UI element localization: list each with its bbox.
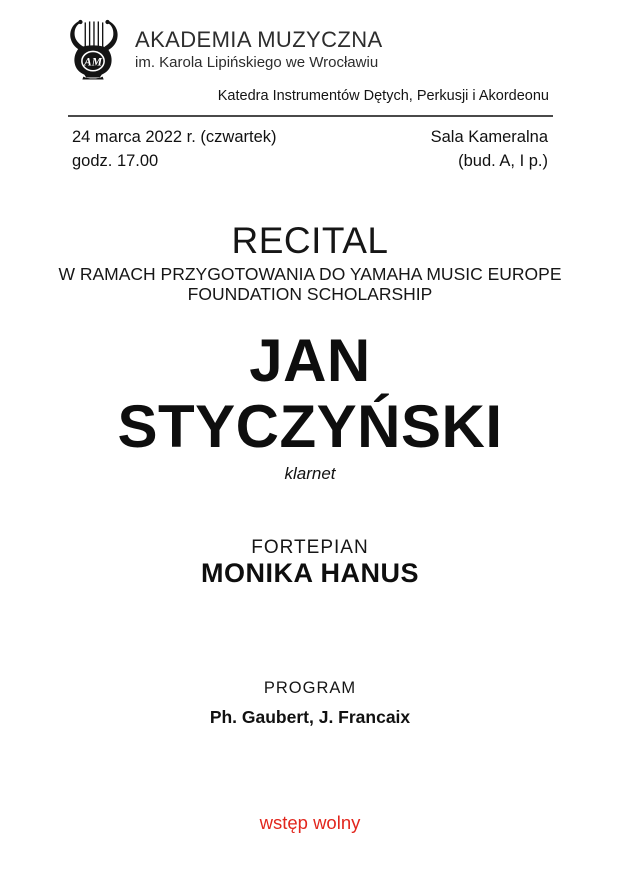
performer-name (0, 328, 620, 460)
header (64, 17, 383, 82)
recital-subtitle-line1: W RAMACH PRZYGOTOWANIA DO YAMAHA MUSIC EUROPE (58, 264, 562, 284)
program-composers: Ph. Gaubert, J. Francaix (209, 707, 411, 727)
performer-instrument: klarnet (284, 464, 336, 483)
event-date: 24 marca 2022 r. (czwartek) (72, 128, 277, 146)
accompanist-role: FORTEPIAN (251, 537, 369, 558)
venue-detail: (bud. A, I p.) (458, 151, 548, 170)
accompanist-name: MONIKA HANUS (201, 558, 419, 588)
performer-first-name: JAN (249, 327, 371, 394)
svg-text:AM: AM (83, 55, 103, 69)
program-heading: PROGRAM (263, 679, 357, 697)
event-venue (431, 126, 548, 174)
academy-title-block (135, 17, 383, 71)
lyre-logo-icon (64, 17, 122, 82)
event-datetime (72, 126, 277, 174)
department-name: Katedra Instrumentów Dętych, Perkusji i Akordeonu (217, 88, 549, 104)
performer-last-name: STYCZYŃSKI (117, 393, 503, 460)
recital-title: RECITAL (231, 220, 389, 261)
academy-subtitle: im. Karola Lipińskiego we Wrocławiu (135, 54, 379, 72)
academy-name: AKADEMIA MUZYCZNA (135, 27, 383, 52)
recital-subtitle-line2: FOUNDATION SCHOLARSHIP (187, 284, 433, 305)
header-divider (68, 115, 553, 117)
admission-note: wstęp wolny (259, 812, 361, 833)
event-time: godz. 17.00 (72, 151, 159, 170)
recital-subtitle (0, 264, 620, 305)
event-info (72, 126, 548, 174)
venue-name: Sala Kameralna (430, 128, 548, 146)
